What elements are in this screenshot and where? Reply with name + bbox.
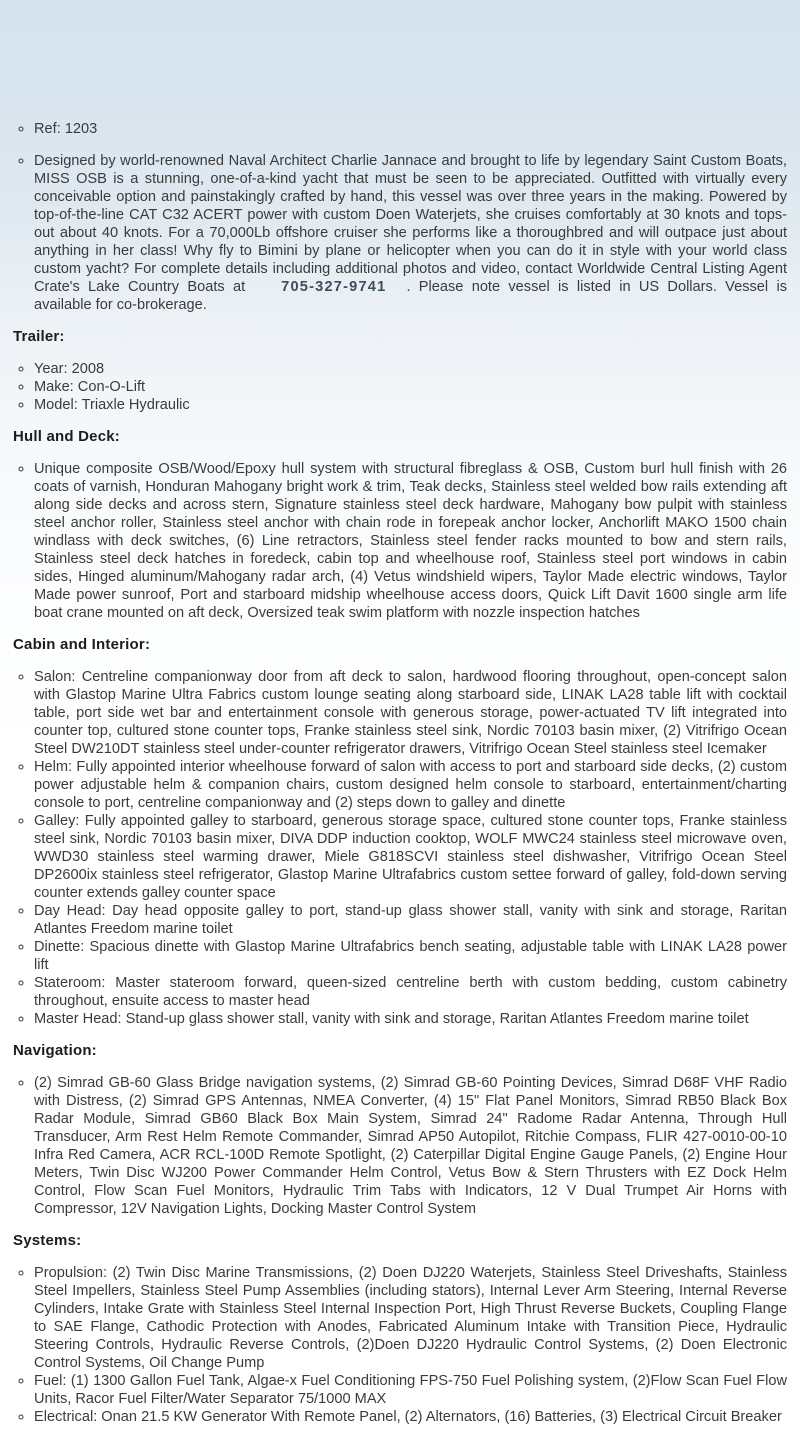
- section-item-list: [13, 668, 787, 1028]
- list-item: ◦ Master Head: Stand-up glass shower stall, vanity with sink and storage, Raritan Atlantes Freedom marine toilet: [34, 1010, 787, 1028]
- ref-item: ◦ Ref: 1203: [34, 120, 787, 138]
- spec-sections: [13, 328, 787, 1426]
- list-item: ◦ (2) Simrad GB-60 Glass Bridge navigation systems, (2) Simrad GB-60 Pointing Devices, Simrad D68F VHF Radio with Distress, (2) Simrad GPS Antennas, NMEA Converter, (4) 15" Flat Panel Monitors, Simrad RB50 Black Box Radar Module, Simrad GB60 Black Box Main System, Simrad 24" Radome Radar Antenna, Through Hull Transducer, Arm Rest Helm Remote Commander, Simrad AP50 Autopilot, Ritchie Compass, FLIR 427-0010-00-10 Infra Red Camera, ACR RCL-100D Remote Spotlight, (2) Caterpillar Digital Engine Gauge Panels, (2) Engine Hour Meters, Twin Disc WJ200 Power Commander Helm Control, Vetus Bow & Stern Thrusters with EZ Dock Helm Control, Flow Scan Fuel Monitors, Hydraulic Trim Tabs with Indicators, 12 V Dual Trumpet Air Horns with Compressor, 12V Navigation Lights, Docking Master Control System: [34, 1074, 787, 1218]
- section-item-list: [13, 460, 787, 622]
- list-item: ◦ Day Head: Day head opposite galley to port, stand-up glass shower stall, vanity with sink and storage, Raritan Atlantes Freedom marine toilet: [34, 902, 787, 938]
- list-item: ◦ Model: Triaxle Hydraulic: [34, 396, 787, 414]
- description-text: Designed by world-renowned Naval Architect Charlie Jannace and brought to life by legendary Saint Custom Boats, MISS OSB is a stunning, one-of-a-kind yacht that must be seen to be appreciated. Outfitted with virtually every conceivable option and painstakingly crafted by hand, this vessel was over three years in the making. Powered by top-of-the-line CAT C32 ACERT power with custom Doen Waterjets, she cruises comfortably at 30 knots and tops-out about 40 knots. For a 70,000Lb offshore cruiser she performs like a thoroughbred and will outpace just about anything in her class! Why fly to Bimini by plane or helicopter when you can do it in style with your world class custom yacht? For complete details including additional photos and video, contact Worldwide Central Listing Agent Crate's Lake Country Boats at: [34, 153, 787, 295]
- list-item: ◦ Year: 2008: [34, 360, 787, 378]
- ref-list: [13, 120, 787, 138]
- list-item: ◦ Make: Con-O-Lift: [34, 378, 787, 396]
- description-list: [13, 152, 787, 314]
- section-heading: Trailer:: [13, 328, 65, 345]
- list-item: ◦ Electrical: Onan 21.5 KW Generator With Remote Panel, (2) Alternators, (16) Batteries, (3) Electrical Circuit Breaker: [34, 1408, 787, 1426]
- list-item: ◦ Galley: Fully appointed galley to starboard, generous storage space, cultured stone counter tops, Franke stainless steel sink, Nordic 70103 basin mixer, DIVA DDP induction cooktop, WOLF MWC24 stainless steel microwave oven, WWD30 stainless steel warming drawer, Miele G818SCVI stainless steel dishwasher, Vitrifrigo Ocean Steel DP2600ix stainless steel refrigerator, Glastop Marine Ultrafabrics custom settee forward of galley, fold-down serving counter extends galley counter space: [34, 812, 787, 902]
- spec-section: [13, 428, 787, 622]
- list-item: ◦ Propulsion: (2) Twin Disc Marine Transmissions, (2) Doen DJ220 Waterjets, Stainless Steel Driveshafts, Stainless Steel Impellers, Stainless Steel Pump Assemblies (including stators), Internal Lever Arm Steering, Internal Reverse Cylinders, Intake Grate with Stainless Steel Internal Inspection Port, High Thrust Reverse Buckets, Coupling Flange to SAE Flange, Cathodic Protection with Anodes, Fabricated Aluminum Intake with Transition Piece, Hydraulic Steering Controls, Hydraulic Reverse Controls, (2)Doen DJ220 Hydraulic Control Systems, (2) Doen Electronic Control Systems, Oil Change Pump: [34, 1264, 787, 1372]
- section-heading: Navigation:: [13, 1042, 97, 1059]
- spec-section: [13, 1042, 787, 1218]
- spec-section: [13, 636, 787, 1028]
- section-item-list: [13, 360, 787, 414]
- section-heading: Cabin and Interior:: [13, 636, 151, 653]
- phone-number[interactable]: 705-327-9741: [281, 279, 387, 295]
- section-item-list: [13, 1264, 787, 1426]
- list-item: ◦ Dinette: Spacious dinette with Glastop Marine Ultrafabrics bench seating, adjustable table with LINAK LA28 power lift: [34, 938, 787, 974]
- list-item: ◦ Fuel: (1) 1300 Gallon Fuel Tank, Algae-x Fuel Conditioning FPS-750 Fuel Polishing system, (2)Flow Scan Fuel Flow Units, Racor Fuel Filter/Water Separator 75/1000 MAX: [34, 1372, 787, 1408]
- list-item: ◦ Helm: Fully appointed interior wheelhouse forward of salon with access to port and starboard side decks, (2) custom power adjustable helm & companion chairs, custom designed helm console to starboard, entertainment/charting console to port, centreline companionway and (2) steps down to galley and dinette: [34, 758, 787, 812]
- section-item-list: [13, 1074, 787, 1218]
- spec-section: [13, 1232, 787, 1426]
- spec-section: [13, 328, 787, 414]
- list-item: ◦ Salon: Centreline companionway door from aft deck to salon, hardwood flooring throughout, open-concept salon with Glastop Marine Ultra Fabrics custom lounge seating along starboard side, LINAK LA28 table lift with cocktail table, port side wet bar and entertainment console with generous storage, power-actuated TV lift integrated into counter top, cultured stone counter tops, Franke stainless steel sink, Nordic 70103 basin mixer, (2) Vitrifrigo Ocean Steel DW210DT stainless steel under-counter refrigerator drawers, Vitrifrigo Ocean Steel stainless steel Icemaker: [34, 668, 787, 758]
- description-item: [34, 152, 787, 314]
- section-heading: Systems:: [13, 1232, 82, 1249]
- list-item: ◦ Unique composite OSB/Wood/Epoxy hull system with structural fibreglass & OSB, Custom burl hull finish with 26 coats of varnish, Honduran Mahogany bright work & trim, Teak decks, Stainless steel welded bow rails extending aft along side decks and across stern, Signature stainless steel deck hardware, Mahogany bow pulpit with stainless steel anchor roller, Stainless steel anchor with chain rode in forepeak anchor locker, Anchorlift MAKO 1500 chain windlass with deck switches, (6) Line retractors, Stainless steel fender racks mounted to bow and stern rails, Stainless steel deck hatches in foredeck, cabin top and wheelhouse roof, Stainless steel port windows in cabin sides, Hinged aluminum/Mahogany radar arch, (4) Vetus windshield wipers, Taylor Made electric windows, Taylor Made power sunroof, Port and starboard midship wheelhouse access doors, Quick Lift Davit 1600 single arm life boat crane mounted on aft deck, Oversized teak swim platform with nozzle inspection hatches: [34, 460, 787, 622]
- description-tail: . Please note vessel is listed in US Dollars. Vessel is available for co-brokerage.: [34, 279, 787, 313]
- list-item: ◦ Stateroom: Master stateroom forward, queen-sized centreline berth with custom bedding, custom cabinetry throughout, ensuite access to master head: [34, 974, 787, 1010]
- section-heading: Hull and Deck:: [13, 428, 120, 445]
